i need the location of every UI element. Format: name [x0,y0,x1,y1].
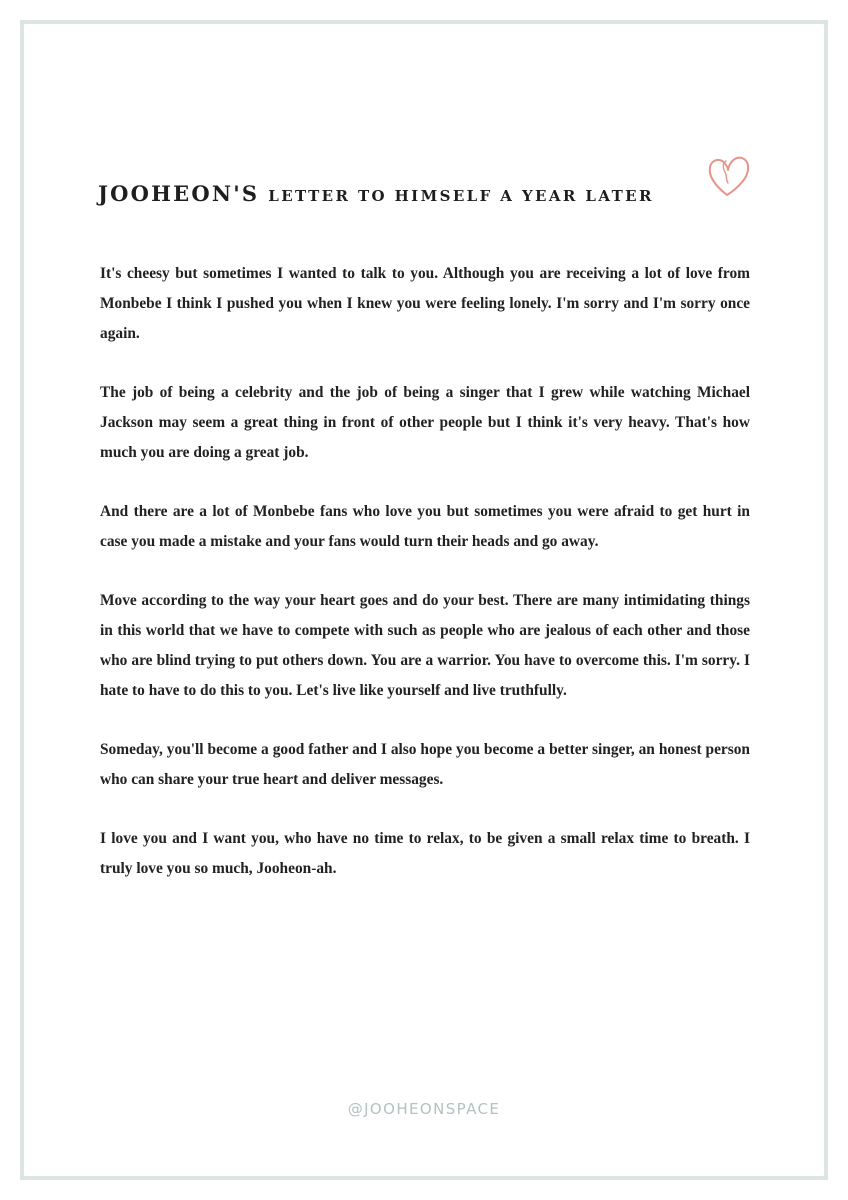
footer-handle: @JOOHEONSPACE [347,1100,501,1118]
letter-paragraph: I love you and I want you, who have no time to relax, to be given a small relax time to breath. I truly love you so much, Jooheon-ah. [100,830,750,877]
letter-paragraph: Move according to the way your heart goes and do your best. There are many intimidating things in this world that we have to compete with such as people who are jealous of each other and those who are blind trying to put others down. You are a warrior. You have to overcome this. I'm sorry. I hate to have to do this to you. Let's live like yourself and live truthfully. [100,592,750,699]
heart-icon [706,152,752,198]
title-subtitle: LETTER TO HIMSELF A YEAR LATER [268,187,654,205]
letter-paragraph: Someday, you'll become a good father and I also hope you become a better singer, an honest person who can share your true heart and deliver messages. [100,741,750,788]
letter-body [100,259,750,913]
letter-paragraph: It's cheesy but sometimes I wanted to talk to you. Although you are receiving a lot of love from Monbebe I think I pushed you when I knew you were feeling lonely. I'm sorry and I'm sorry once again. [100,265,750,342]
letter-paragraph: And there are a lot of Monbebe fans who love you but sometimes you were afraid to get hurt in case you made a mistake and your fans would turn their heads and go away. [100,503,750,550]
page-title [98,170,654,204]
letter-paragraph: The job of being a celebrity and the job of being a singer that I grew while watching Michael Jackson may seem a great thing in front of other people but I think it's very heavy. That's how much you are doing a great job. [100,384,750,461]
title-name: JOOHEON'S [98,181,260,206]
